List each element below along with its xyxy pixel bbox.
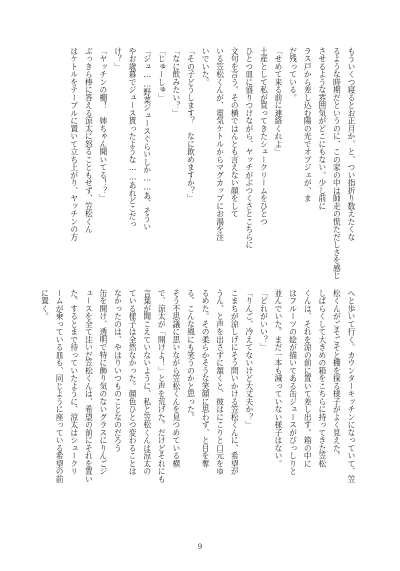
text-line: るような時期だというのに、この家の中は師走の慌ただしさを感じ: [332, 47, 342, 280]
text-line: 文句を言う。その横ではんとも言えない顔をして: [230, 47, 240, 218]
text-line: くんは、それを涼の前に置いて差し出す。箱の中に: [303, 289, 313, 468]
text-line: へと歩いて行く。カウンターキッチンになっていて、笠: [347, 289, 356, 483]
text-line: 「せめて来る前に連絡くれよ」: [274, 47, 284, 156]
text-block-bottom: [42, 289, 358, 519]
text-line: るめた。その柔らかそうな笑顔に思わず、と目を奪: [201, 289, 211, 468]
text-line: 並んでいた。まだ一本も減っていない様子はない。: [274, 289, 284, 468]
text-line: 「ジュ……野菜ジュースぐらいしか……あ、そうい: [142, 47, 152, 231]
text-line: なかったのは、やはりいつものことなのだろう: [113, 289, 123, 452]
text-line: で、涼太が「開けよ！」と声を荒げた。だけどそれにも: [157, 289, 167, 483]
text-line: 「その子どうします？ なに飲めますか？」: [186, 47, 196, 202]
text-line: け？」: [113, 47, 123, 71]
text-line: に置く。: [40, 289, 50, 320]
text-line: ぶっきら棒に答える涼太に怒ることもせず、笠松くん: [84, 47, 94, 233]
text-line: 「じゅーしゅ」: [157, 47, 167, 102]
text-line: ひとつ皿に盛りつけながら、ヤッチがぶつくさとこちらに: [244, 47, 254, 249]
text-line: 「なに飲みたい？」: [171, 47, 181, 117]
text-line: いる笠松くんが、電気ケトルからマグカップにお湯を注: [215, 47, 225, 241]
text-line: 「ヤッチンの棚！ 姉ちゃん聞いてる！？」: [98, 47, 108, 202]
text-block-top: [42, 47, 358, 280]
text-line: る。こんな風にも笑うのかと思った。: [186, 289, 196, 421]
text-line: た。するとまで待っていたように、涼太はシュークリ: [69, 289, 79, 475]
text-line: はフルーツの絵が描いてある缶ジュースがびっしりと: [288, 289, 298, 475]
page-number: 9: [197, 543, 203, 551]
text-line: させるような雰囲気がどこにもない。少し前に: [317, 47, 327, 210]
text-line: 土産として私が買ってきたシュークリームをひとつ: [259, 47, 269, 226]
text-line: 松くんがごそごそと棚を探る様子がよく見えた。: [332, 289, 342, 460]
text-line: やお歳暮でジュース貰ったような……あれどこだっ: [128, 47, 138, 228]
text-line: はケトルをテーブルに置いて立ち上がり、ヤッチンの方: [69, 47, 79, 241]
text-line: ラス戸から差し込む陽の光でオブジェが、ま: [303, 47, 313, 202]
text-line: ュースを全て注いだ笠松くんは、希望の前にそれを置い: [84, 289, 94, 483]
text-line: 言葉が聞こえていないように、私と笠松くんは涼太の: [142, 289, 152, 475]
text-line: ている様子は全然なかった。顔色ひとつ変わることは: [128, 289, 138, 475]
text-line: もういくつ寝るとお正月か、と、つい指折り数えたくな: [347, 47, 356, 241]
text-line: 「りんご、冷えてないけど大丈夫か？」: [244, 289, 254, 429]
text-line: 缶を開け、透明で特に飾り気のないグラスにりんごジ: [98, 289, 108, 475]
text-line: だ残っている。: [288, 47, 298, 102]
text-line: うん、と声を出さずに頷くと、彼はにこりと口元をゆ: [215, 289, 225, 475]
text-line: そう不思議に思いながら笠松くんを見つめている横: [171, 289, 181, 468]
text-line: 「どれがいい？」: [259, 289, 269, 351]
text-line: しばらくして大きめの箱をこちらに持ってきた笠松: [317, 289, 327, 468]
text-line: こまちが涼しげにそう問いかける笠松くんに、希望が: [230, 289, 240, 475]
text-line: いでいた。: [201, 47, 211, 86]
text-line: ームが乗っている皿も、同じように座っている希望の前: [55, 289, 65, 483]
